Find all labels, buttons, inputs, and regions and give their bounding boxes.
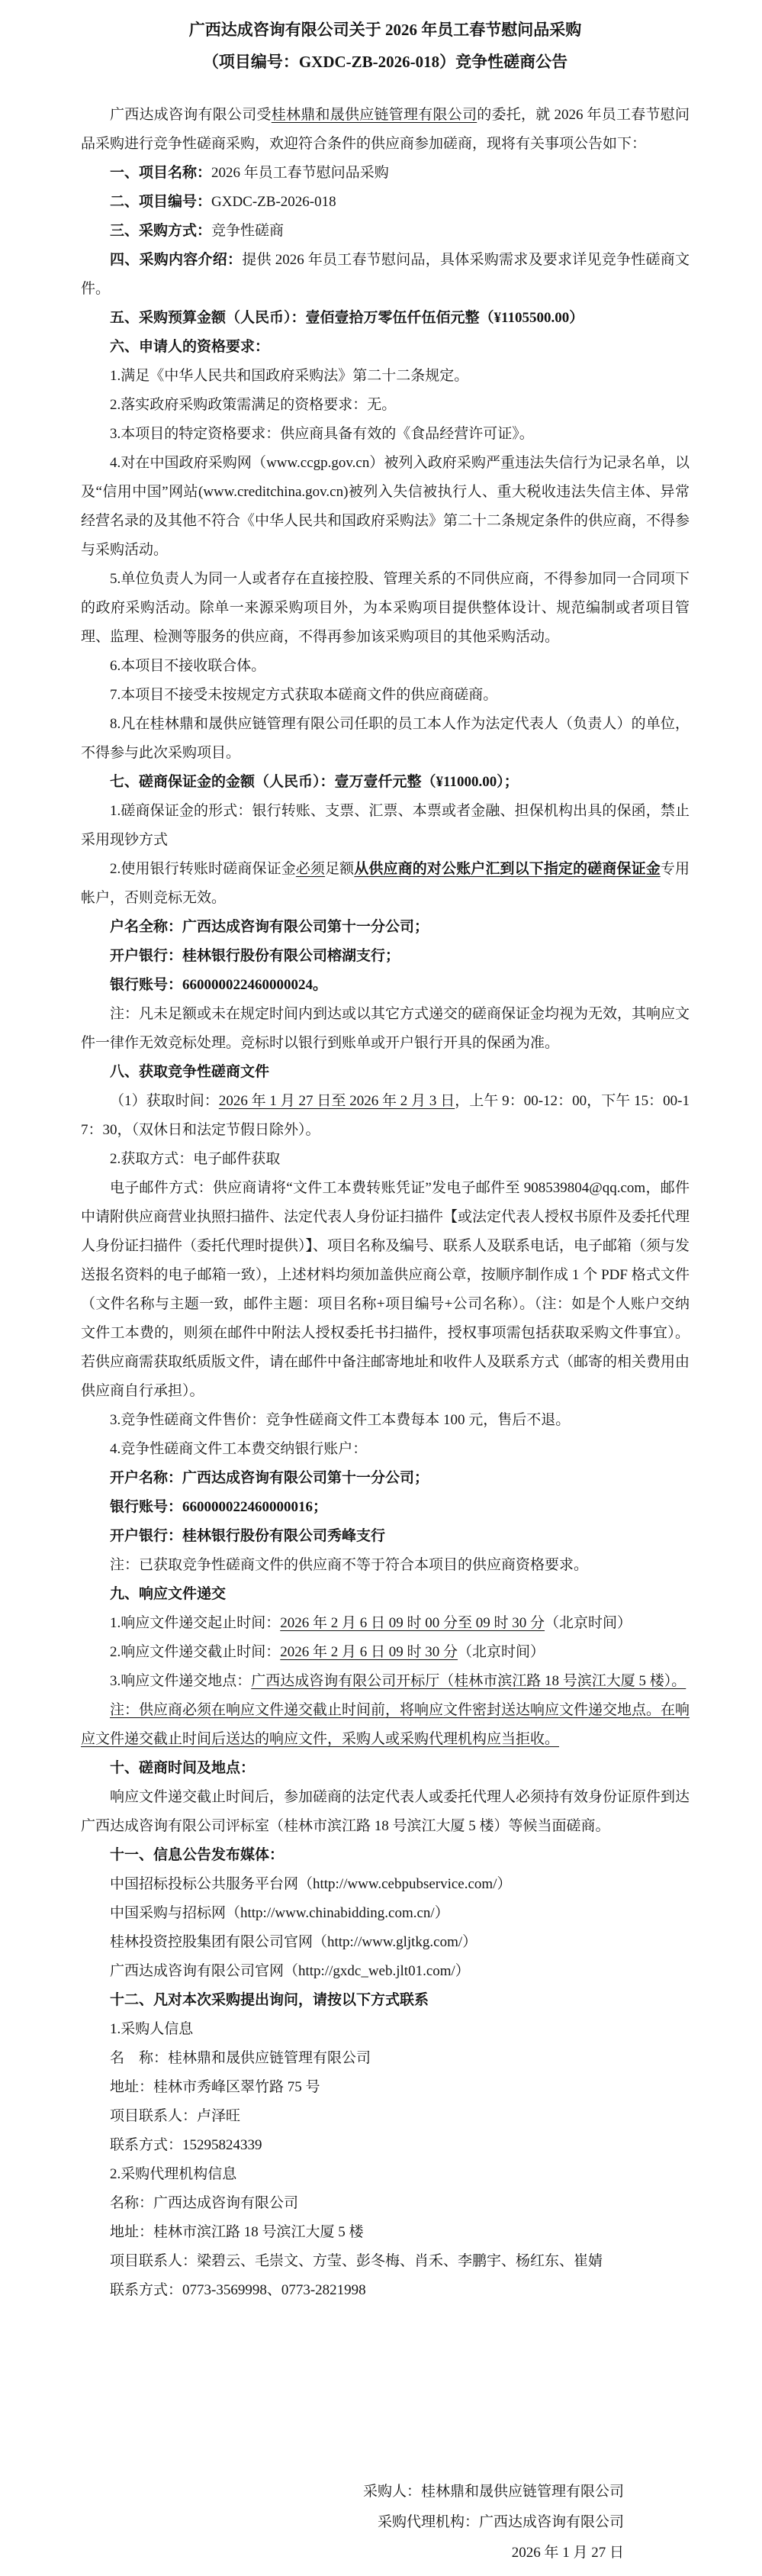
sec11-media3	[81, 1928, 690, 1957]
text-segment: 2026 年 2 月 6 日 09 时 30 分	[280, 1644, 458, 1660]
text-segment: 广西达成咨询有限公司开标厅（桂林市滨江路 18 号滨江大厦 5 楼）。	[251, 1673, 686, 1689]
sec11-media1	[81, 1870, 690, 1899]
sec7-bank	[81, 942, 690, 971]
text-segment: 地址：桂林市滨江路 18 号滨江大厦 5 楼	[110, 2224, 364, 2240]
sec8-email-detail	[81, 1174, 690, 1406]
sec6-item5	[81, 565, 690, 652]
sec7-item2	[81, 855, 690, 913]
text-segment: 十、磋商时间及地点：	[110, 1760, 256, 1776]
text-segment: 桂林鼎和晟供应链管理有限公司	[271, 107, 477, 123]
sec7-deposit-title	[81, 768, 690, 797]
sec3-procurement-method	[81, 217, 690, 246]
text-segment: 十一、信息公告发布媒体：	[110, 1847, 285, 1863]
sec8-account-number	[81, 1493, 690, 1522]
sec6-item4	[81, 449, 690, 565]
text-segment: 一、项目名称：	[110, 165, 212, 181]
text-segment: 四、采购内容介绍：	[110, 252, 243, 268]
sec9-item3	[81, 1667, 690, 1696]
text-segment: 中国采购与招标网（http://www.chinabidding.com.cn/）	[110, 1905, 449, 1921]
sec9-item2	[81, 1638, 690, 1667]
text-segment: （北京时间）	[458, 1644, 545, 1660]
text-segment: 5.单位负责人为同一人或者存在直接控股、管理关系的不同供应商，不得参加同一合同项下的政府采购活动。除单一来源采购项目外，为本采购项目提供整体设计、规范编制或者项目管理、监理、检测等服务的供应商，不得再参加该采购项目的其他采购活动。	[81, 571, 690, 645]
sec8-item1-time	[81, 1087, 690, 1145]
text-segment: 2.采购代理机构信息	[110, 2166, 237, 2182]
sec5-budget	[81, 304, 690, 333]
sec8-item4-account-title	[81, 1435, 690, 1464]
doc-body	[81, 101, 690, 2305]
text-segment: 4.竞争性磋商文件工本费交纳银行账户：	[110, 1441, 368, 1457]
sec8-account-name	[81, 1464, 690, 1493]
sec7-item1	[81, 797, 690, 855]
sec6-item8	[81, 710, 690, 768]
text-segment: 的委托，就 2026 年员工春节慰问品采购进行竞争性磋商采购，欢迎符合条件的供应商参加磋商，现将有关事项公告如下：	[81, 107, 690, 152]
sec9-item1	[81, 1609, 690, 1638]
agency-phone	[81, 2276, 690, 2305]
text-segment: 三、采购方式：	[110, 223, 212, 239]
sec8-bank	[81, 1522, 690, 1551]
text-segment: 五、采购预算金额（人民币）：壹佰壹拾万零伍仟伍佰元整（¥1105500.00）	[110, 310, 584, 326]
footer-date: 2026 年 1 月 27 日	[511, 2545, 624, 2561]
doc-title-line1: 广西达成咨询有限公司关于 2026 年员工春节慰问品采购	[188, 21, 582, 39]
sec6-qualification-title	[81, 333, 690, 362]
text-segment: 广西达成咨询有限公司受	[110, 107, 272, 123]
agency-address	[81, 2218, 690, 2247]
agency-info-title	[81, 2160, 690, 2189]
text-segment: 户名全称：广西达成咨询有限公司第十一分公司；	[110, 919, 429, 935]
sec7-account-number	[81, 971, 690, 1000]
sec11-title	[81, 1841, 690, 1870]
sec6-item2	[81, 391, 690, 420]
agency-contacts	[81, 2247, 690, 2276]
text-segment: 九、响应文件递交	[110, 1586, 227, 1602]
text-segment: 开户银行：桂林银行股份有限公司榕湖支行；	[110, 948, 400, 964]
sec1-project-name	[81, 159, 690, 188]
text-segment: 开户银行：桂林银行股份有限公司秀峰支行	[110, 1528, 386, 1544]
text-segment: 注：已获取竞争性磋商文件的供应商不等于符合本项目的供应商资格要求。	[110, 1557, 589, 1573]
text-segment: 7.本项目不接受未按规定方式获取本磋商文件的供应商磋商。	[110, 687, 498, 703]
text-segment: 二、项目编号：	[110, 194, 212, 210]
sec10-title	[81, 1754, 690, 1783]
text-segment: 1.采购人信息	[110, 2021, 194, 2037]
footer-purchaser: 采购人：桂林鼎和晟供应链管理有限公司	[362, 2484, 624, 2500]
sec2-project-number	[81, 188, 690, 217]
text-segment: 注：供应商必须在响应文件递交截止时间前，将响应文件密封送达响应文件递交地点。在响应文件递交截止时间后送达的响应文件，采购人或采购代理机构应当拒收。	[81, 1702, 690, 1747]
text-segment: 六、申请人的资格要求：	[110, 339, 270, 355]
text-segment: 联系方式：0773-3569998、0773-2821998	[110, 2282, 366, 2298]
purchaser-address	[81, 2073, 690, 2102]
text-segment: 1.磋商保证金的形式：银行转账、支票、汇票、本票或者金融、担保机构出具的保函，禁止采用现钞方式	[81, 803, 690, 848]
text-segment: 名 称：桂林鼎和晟供应链管理有限公司	[110, 2050, 371, 2066]
text-segment: 2.使用银行转账时磋商保证金	[110, 861, 296, 877]
text-segment: 3.响应文件递交地点：	[110, 1673, 252, 1689]
purchaser-info-title	[81, 2015, 690, 2044]
text-segment: 八、获取竞争性磋商文件	[110, 1064, 270, 1080]
doc-title-line2: （项目编号：GXDC-ZB-2026-018）竞争性磋商公告	[202, 53, 568, 71]
text-segment: （北京时间）	[545, 1615, 632, 1631]
text-segment: 8.凡在桂林鼎和晟供应链管理有限公司任职的员工本人作为法定代表人（负责人）的单位，不得参与此次采购项目。	[81, 716, 690, 761]
text-segment: 桂林投资控股集团有限公司官网（http://www.gljtkg.com/）	[110, 1934, 477, 1950]
text-segment: 3.本项目的特定资格要求：供应商具备有效的《食品经营许可证》。	[110, 426, 534, 442]
text-segment: 从供应商的对公账户汇到以下指定的磋商保证金	[354, 861, 661, 877]
sec6-item3	[81, 420, 690, 449]
text-segment: 项目联系人：卢泽旺	[110, 2108, 241, 2124]
text-segment: 响应文件递交截止时间后，参加磋商的法定代表人或委托代理人必须持有效身份证原件到达广西达成咨询有限公司评标室（桂林市滨江路 18 号滨江大厦 5 楼）等候当面磋商。	[81, 1789, 690, 1834]
text-segment: 1.响应文件递交起止时间：	[110, 1615, 281, 1631]
text-segment: 竞争性磋商	[211, 223, 285, 239]
text-segment: 2026 年员工春节慰问品采购	[211, 165, 389, 181]
text-segment: 4.对在中国政府采购网（www.ccgp.gov.cn）被列入政府采购严重违法失信行为记录名单，以及“信用中国”网站(www.creditchina.gov.cn)被列入失信被执行人、重大税收违法失信主体、异常经营名录的及其他不符合《中华人民共和国政府采购法》第二十二条规定条件的供应商，不得参与采购活动。	[81, 455, 690, 558]
doc-footer	[363, 2477, 624, 2568]
text-segment: 名称：广西达成咨询有限公司	[110, 2195, 299, 2211]
text-segment: 2026 年 1 月 27 日至 2026 年 2 月 3 日	[218, 1093, 455, 1109]
agency-name	[81, 2189, 690, 2218]
text-segment: 2.获取方式：电子邮件获取	[110, 1151, 281, 1167]
text-segment: 专用帐户，否则竞标无效。	[81, 861, 690, 906]
text-segment: 1.满足《中华人民共和国政府采购法》第二十二条规定。	[110, 368, 469, 384]
text-segment: 银行账号：660000022460000024。	[110, 977, 328, 993]
sec7-note	[81, 1000, 690, 1058]
intro-paragraph	[81, 101, 690, 159]
sec8-note	[81, 1551, 690, 1580]
sec11-media4	[81, 1957, 690, 1986]
sec9-note	[81, 1696, 690, 1754]
text-segment: 项目联系人：梁碧云、毛崇文、方莹、彭冬梅、肖禾、李鹏宇、杨红东、崔婧	[110, 2253, 603, 2269]
sec10-body	[81, 1783, 690, 1841]
text-segment: 3.竞争性磋商文件售价：竞争性磋商文件工本费每本 100 元，售后不退。	[110, 1412, 571, 1428]
text-segment: 提供 2026 年员工春节慰问品，具体采购需求及要求详见竞争性磋商文件。	[81, 252, 690, 297]
sec6-item1	[81, 362, 690, 391]
text-segment: 必须	[295, 861, 326, 877]
sec9-title	[81, 1580, 690, 1609]
text-segment: 开户名称：广西达成咨询有限公司第十一分公司；	[110, 1470, 429, 1486]
purchaser-name	[81, 2044, 690, 2073]
sec8-item3-price	[81, 1406, 690, 1435]
sec7-account-name	[81, 913, 690, 942]
text-segment: 6.本项目不接收联合体。	[110, 658, 266, 674]
text-segment: 注：凡未足额或未在规定时间内到达或以其它方式递交的磋商保证金均视为无效，其响应文件一律作无效竞标处理。竞标时以银行到账单或开户银行开具的保函为准。	[81, 1006, 690, 1051]
sec12-title	[81, 1986, 690, 2015]
sec8-item2-method	[81, 1145, 690, 1174]
text-segment: 广西达成咨询有限公司官网（http://gxdc_web.jlt01.com/）	[110, 1963, 470, 1979]
sec11-media2	[81, 1899, 690, 1928]
text-segment: 中国招标投标公共服务平台网（http://www.cebpubservice.com/）	[110, 1876, 512, 1892]
text-segment: 银行账号：660000022460000016；	[110, 1499, 328, 1515]
text-segment: GXDC-ZB-2026-018	[211, 194, 336, 210]
sec4-content-intro	[81, 246, 690, 304]
text-segment: 2.响应文件递交截止时间：	[110, 1644, 281, 1660]
text-segment: 联系方式：15295824339	[110, 2137, 262, 2153]
footer-agency: 采购代理机构：广西达成咨询有限公司	[377, 2514, 624, 2530]
text-segment: 地址：桂林市秀峰区翠竹路 75 号	[110, 2079, 320, 2095]
sec6-item7	[81, 681, 690, 710]
sec6-item6	[81, 652, 690, 681]
text-segment: （1）获取时间：	[110, 1093, 219, 1109]
text-segment: 足额	[325, 861, 355, 877]
text-segment: 十二、凡对本次采购提出询问，请按以下方式联系	[110, 1992, 429, 2008]
text-segment: 2.落实政府采购政策需满足的资格要求：无。	[110, 397, 397, 413]
text-segment: ，上午 9：00-12：00，下午 15：00-17：30，（双休日和法定节假日除外）。	[81, 1093, 690, 1138]
text-segment: 电子邮件方式：供应商请将“文件工本费转账凭证”发电子邮件至 908539804@qq.com，邮件中请附供应商营业执照扫描件、法定代表人身份证扫描件【或法定代表人授权书原件及委托代理人身份证扫描件（委托代理时提供）】、项目名称及编号、联系人及联系电话，电子邮箱（须与发送报名资料的电子邮箱一致），上述材料均须加盖供应商公章，按顺序制作成 1 个 PDF 格式文件（文件名称与主题一致，邮件主题：项目名称+项目编号+公司名称）。（注：如是个人账户交纳文件工本费的，则须在邮件中附法人授权委托书扫描件，授权事项需包括获取采购文件事宜）。若供应商需获取纸质版文件，请在邮件中备注邮寄地址和收件人及联系方式（邮寄的相关费用由供应商自行承担）。	[81, 1180, 690, 1399]
text-segment: 七、磋商保证金的金额（人民币）：壹万壹仟元整（¥11000.00）；	[110, 774, 519, 790]
purchaser-phone	[81, 2131, 690, 2160]
text-segment: 2026 年 2 月 6 日 09 时 00 分至 09 时 30 分	[280, 1615, 545, 1631]
sec8-title	[81, 1058, 690, 1087]
purchaser-contact	[81, 2102, 690, 2131]
